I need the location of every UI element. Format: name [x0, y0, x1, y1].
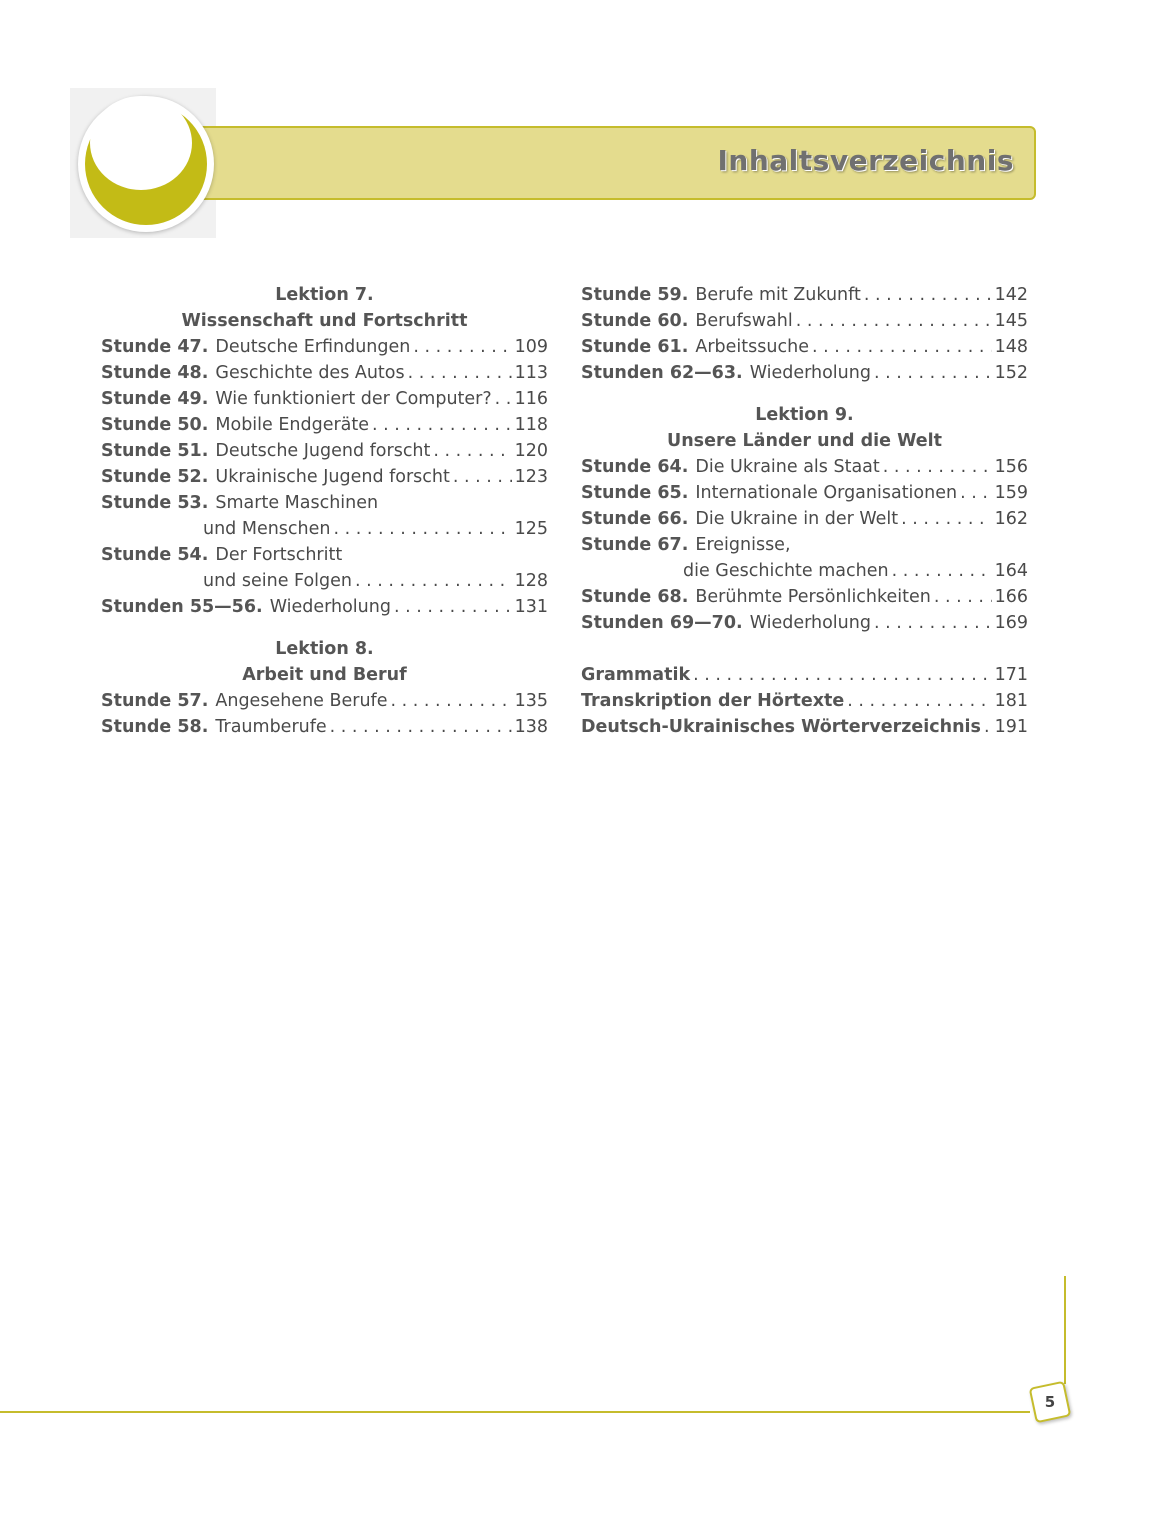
- entry-title: Smarte Maschinen: [215, 493, 379, 513]
- entry-page: 125: [514, 519, 548, 539]
- entry-title: Berufe mit Zukunft: [695, 285, 861, 305]
- dot-leader: [334, 516, 512, 542]
- entry-label: Stunde 51.: [101, 441, 209, 461]
- entry-label: Stunde 64.: [581, 457, 689, 477]
- entry-page: 123: [514, 467, 548, 487]
- entry-page: 152: [994, 363, 1028, 383]
- dot-leader: [355, 568, 512, 594]
- header-bar: [180, 126, 1036, 200]
- entry-label: Stunde 50.: [101, 415, 209, 435]
- lektion-number: Lektion 8.: [275, 639, 374, 659]
- entry-title: Berufswahl: [695, 311, 793, 331]
- entry-title: Wie funktioniert der Computer?: [215, 389, 492, 409]
- entry-page: 171: [994, 665, 1028, 685]
- toc-appendix-entry[interactable]: [581, 688, 1028, 714]
- page-title: Inhaltsverzeichnis: [717, 144, 1014, 177]
- entry-label: Stunde 54.: [101, 545, 209, 565]
- entry-page: 162: [994, 509, 1028, 529]
- entry-title: Deutsche Jugend forscht: [215, 441, 431, 461]
- entry-label: Stunde 60.: [581, 311, 689, 331]
- toc-entry[interactable]: [101, 438, 548, 464]
- footer-rule: [0, 1411, 1030, 1413]
- toc-entry-continuation[interactable]: [581, 558, 1028, 584]
- toc-entry[interactable]: [101, 386, 548, 412]
- dot-leader: [372, 412, 512, 438]
- dot-leader: [892, 558, 992, 584]
- entry-title: Ukrainische Jugend forscht: [215, 467, 450, 487]
- dot-leader: [847, 688, 991, 714]
- appendix-title: Transkription der Hörtexte: [581, 691, 845, 711]
- toc-appendix-entry[interactable]: [581, 714, 1028, 740]
- entry-title: Wiederholung: [269, 597, 391, 617]
- dot-leader: [901, 506, 991, 532]
- toc-entry[interactable]: [101, 464, 548, 490]
- dot-leader: [394, 594, 512, 620]
- entry-page: 159: [994, 483, 1028, 503]
- toc-entry-continuation[interactable]: [101, 568, 548, 594]
- page-number: 5: [1044, 1393, 1056, 1411]
- entry-label: Stunde 59.: [581, 285, 689, 305]
- dot-leader: [874, 610, 992, 636]
- dot-leader: [408, 360, 512, 386]
- entry-label: Stunde 67.: [581, 535, 689, 555]
- entry-title-continued: die Geschichte machen: [683, 561, 889, 581]
- dot-leader: [413, 334, 511, 360]
- entry-page: 138: [514, 717, 548, 737]
- entry-page: 181: [994, 691, 1028, 711]
- toc-entry[interactable]: [581, 584, 1028, 610]
- dot-leader: [874, 360, 992, 386]
- entry-page: 109: [514, 337, 548, 357]
- toc-entry[interactable]: [581, 334, 1028, 360]
- entry-label: Stunde 53.: [101, 493, 209, 513]
- entry-label: Stunde 49.: [101, 389, 209, 409]
- appendix-title: Deutsch-Ukrainisches Wörterverzeichnis: [581, 717, 981, 737]
- entry-page: 148: [994, 337, 1028, 357]
- toc-left-column: [101, 282, 548, 740]
- entry-title: Der Fortschritt: [215, 545, 343, 565]
- entry-label: Stunde 65.: [581, 483, 689, 503]
- lektion-number: Lektion 7.: [275, 285, 374, 305]
- entry-title: Angesehene Berufe: [215, 691, 388, 711]
- entry-label: Stunden 55—56.: [101, 597, 263, 617]
- toc-entry[interactable]: [581, 480, 1028, 506]
- toc-entry[interactable]: [581, 454, 1028, 480]
- entry-title: Die Ukraine in der Welt: [695, 509, 899, 529]
- lektion-title: Arbeit und Beruf: [242, 665, 407, 685]
- entry-page: 128: [514, 571, 548, 591]
- entry-page: 116: [514, 389, 548, 409]
- entry-page: 120: [514, 441, 548, 461]
- entry-title-continued: und seine Folgen: [203, 571, 352, 591]
- entry-label: Stunde 58.: [101, 717, 209, 737]
- entry-page: 166: [994, 587, 1028, 607]
- entry-label: Stunde 57.: [101, 691, 209, 711]
- entry-title-continued: und Menschen: [203, 519, 331, 539]
- dot-leader: [934, 584, 992, 610]
- dot-leader: [812, 334, 992, 360]
- entry-page: 145: [994, 311, 1028, 331]
- entry-title: Deutsche Erfindungen: [215, 337, 411, 357]
- toc-entry[interactable]: [581, 610, 1028, 636]
- footer-vertical-rule: [1064, 1276, 1066, 1384]
- entry-label: Stunde 48.: [101, 363, 209, 383]
- dot-leader: [433, 438, 511, 464]
- toc-entry[interactable]: [101, 360, 548, 386]
- spacer: [581, 636, 1028, 662]
- toc-entry[interactable]: [101, 594, 548, 620]
- entry-title: Traumberufe: [215, 717, 327, 737]
- entry-page: 156: [994, 457, 1028, 477]
- entry-title: Geschichte des Autos: [215, 363, 405, 383]
- entry-title: Internationale Organisationen: [695, 483, 958, 503]
- toc-entry[interactable]: [581, 282, 1028, 308]
- spacer: [581, 386, 1028, 402]
- toc-appendix-entry[interactable]: [581, 662, 1028, 688]
- entry-page: 169: [994, 613, 1028, 633]
- entry-title: Mobile Endgeräte: [215, 415, 370, 435]
- toc-entry[interactable]: [581, 532, 1028, 558]
- entry-title: Die Ukraine als Staat: [695, 457, 880, 477]
- dot-leader: [330, 714, 512, 740]
- entry-page: 135: [514, 691, 548, 711]
- dot-leader: [960, 480, 992, 506]
- dot-leader: [390, 688, 511, 714]
- dot-leader: [495, 386, 512, 412]
- entry-label: Stunde 61.: [581, 337, 689, 357]
- toc-entry[interactable]: [101, 334, 548, 360]
- entry-title: Arbeitssuche: [695, 337, 809, 357]
- toc-entry-continuation[interactable]: [101, 516, 548, 542]
- toc-entry[interactable]: [101, 542, 548, 568]
- toc-right-column: [581, 282, 1028, 740]
- entry-page: 118: [514, 415, 548, 435]
- entry-label: Stunden 69—70.: [581, 613, 743, 633]
- lektion-title: Wissenschaft und Fortschritt: [181, 311, 468, 331]
- dot-leader: [883, 454, 992, 480]
- appendix-title: Grammatik: [581, 665, 691, 685]
- entry-page: 164: [994, 561, 1028, 581]
- toc-entry[interactable]: [101, 714, 548, 740]
- entry-title: Wiederholung: [749, 363, 871, 383]
- entry-label: Stunde 66.: [581, 509, 689, 529]
- entry-title: Ereignisse,: [695, 535, 791, 555]
- entry-label: Stunden 62—63.: [581, 363, 743, 383]
- entry-page: 131: [514, 597, 548, 617]
- entry-page: 191: [994, 717, 1028, 737]
- toc-entry[interactable]: [581, 506, 1028, 532]
- entry-label: Stunde 52.: [101, 467, 209, 487]
- entry-title: Berühmte Persönlichkeiten: [695, 587, 931, 607]
- lektion-title: Unsere Länder und die Welt: [666, 431, 943, 451]
- toc-entry[interactable]: [581, 308, 1028, 334]
- toc-entry[interactable]: [101, 490, 548, 516]
- crescent-hole: [90, 96, 192, 190]
- entry-page: 113: [514, 363, 548, 383]
- entry-label: Stunde 47.: [101, 337, 209, 357]
- entry-title: Wiederholung: [749, 613, 871, 633]
- dot-leader: [984, 714, 992, 740]
- dot-leader: [453, 464, 512, 490]
- dot-leader: [796, 308, 992, 334]
- toc-entry[interactable]: [581, 360, 1028, 386]
- entry-page: 142: [994, 285, 1028, 305]
- entry-label: Stunde 68.: [581, 587, 689, 607]
- toc-entry[interactable]: [101, 688, 548, 714]
- lektion-number: Lektion 9.: [755, 405, 854, 425]
- spacer: [101, 620, 548, 636]
- dot-leader: [864, 282, 992, 308]
- dot-leader: [693, 662, 992, 688]
- toc-entry[interactable]: [101, 412, 548, 438]
